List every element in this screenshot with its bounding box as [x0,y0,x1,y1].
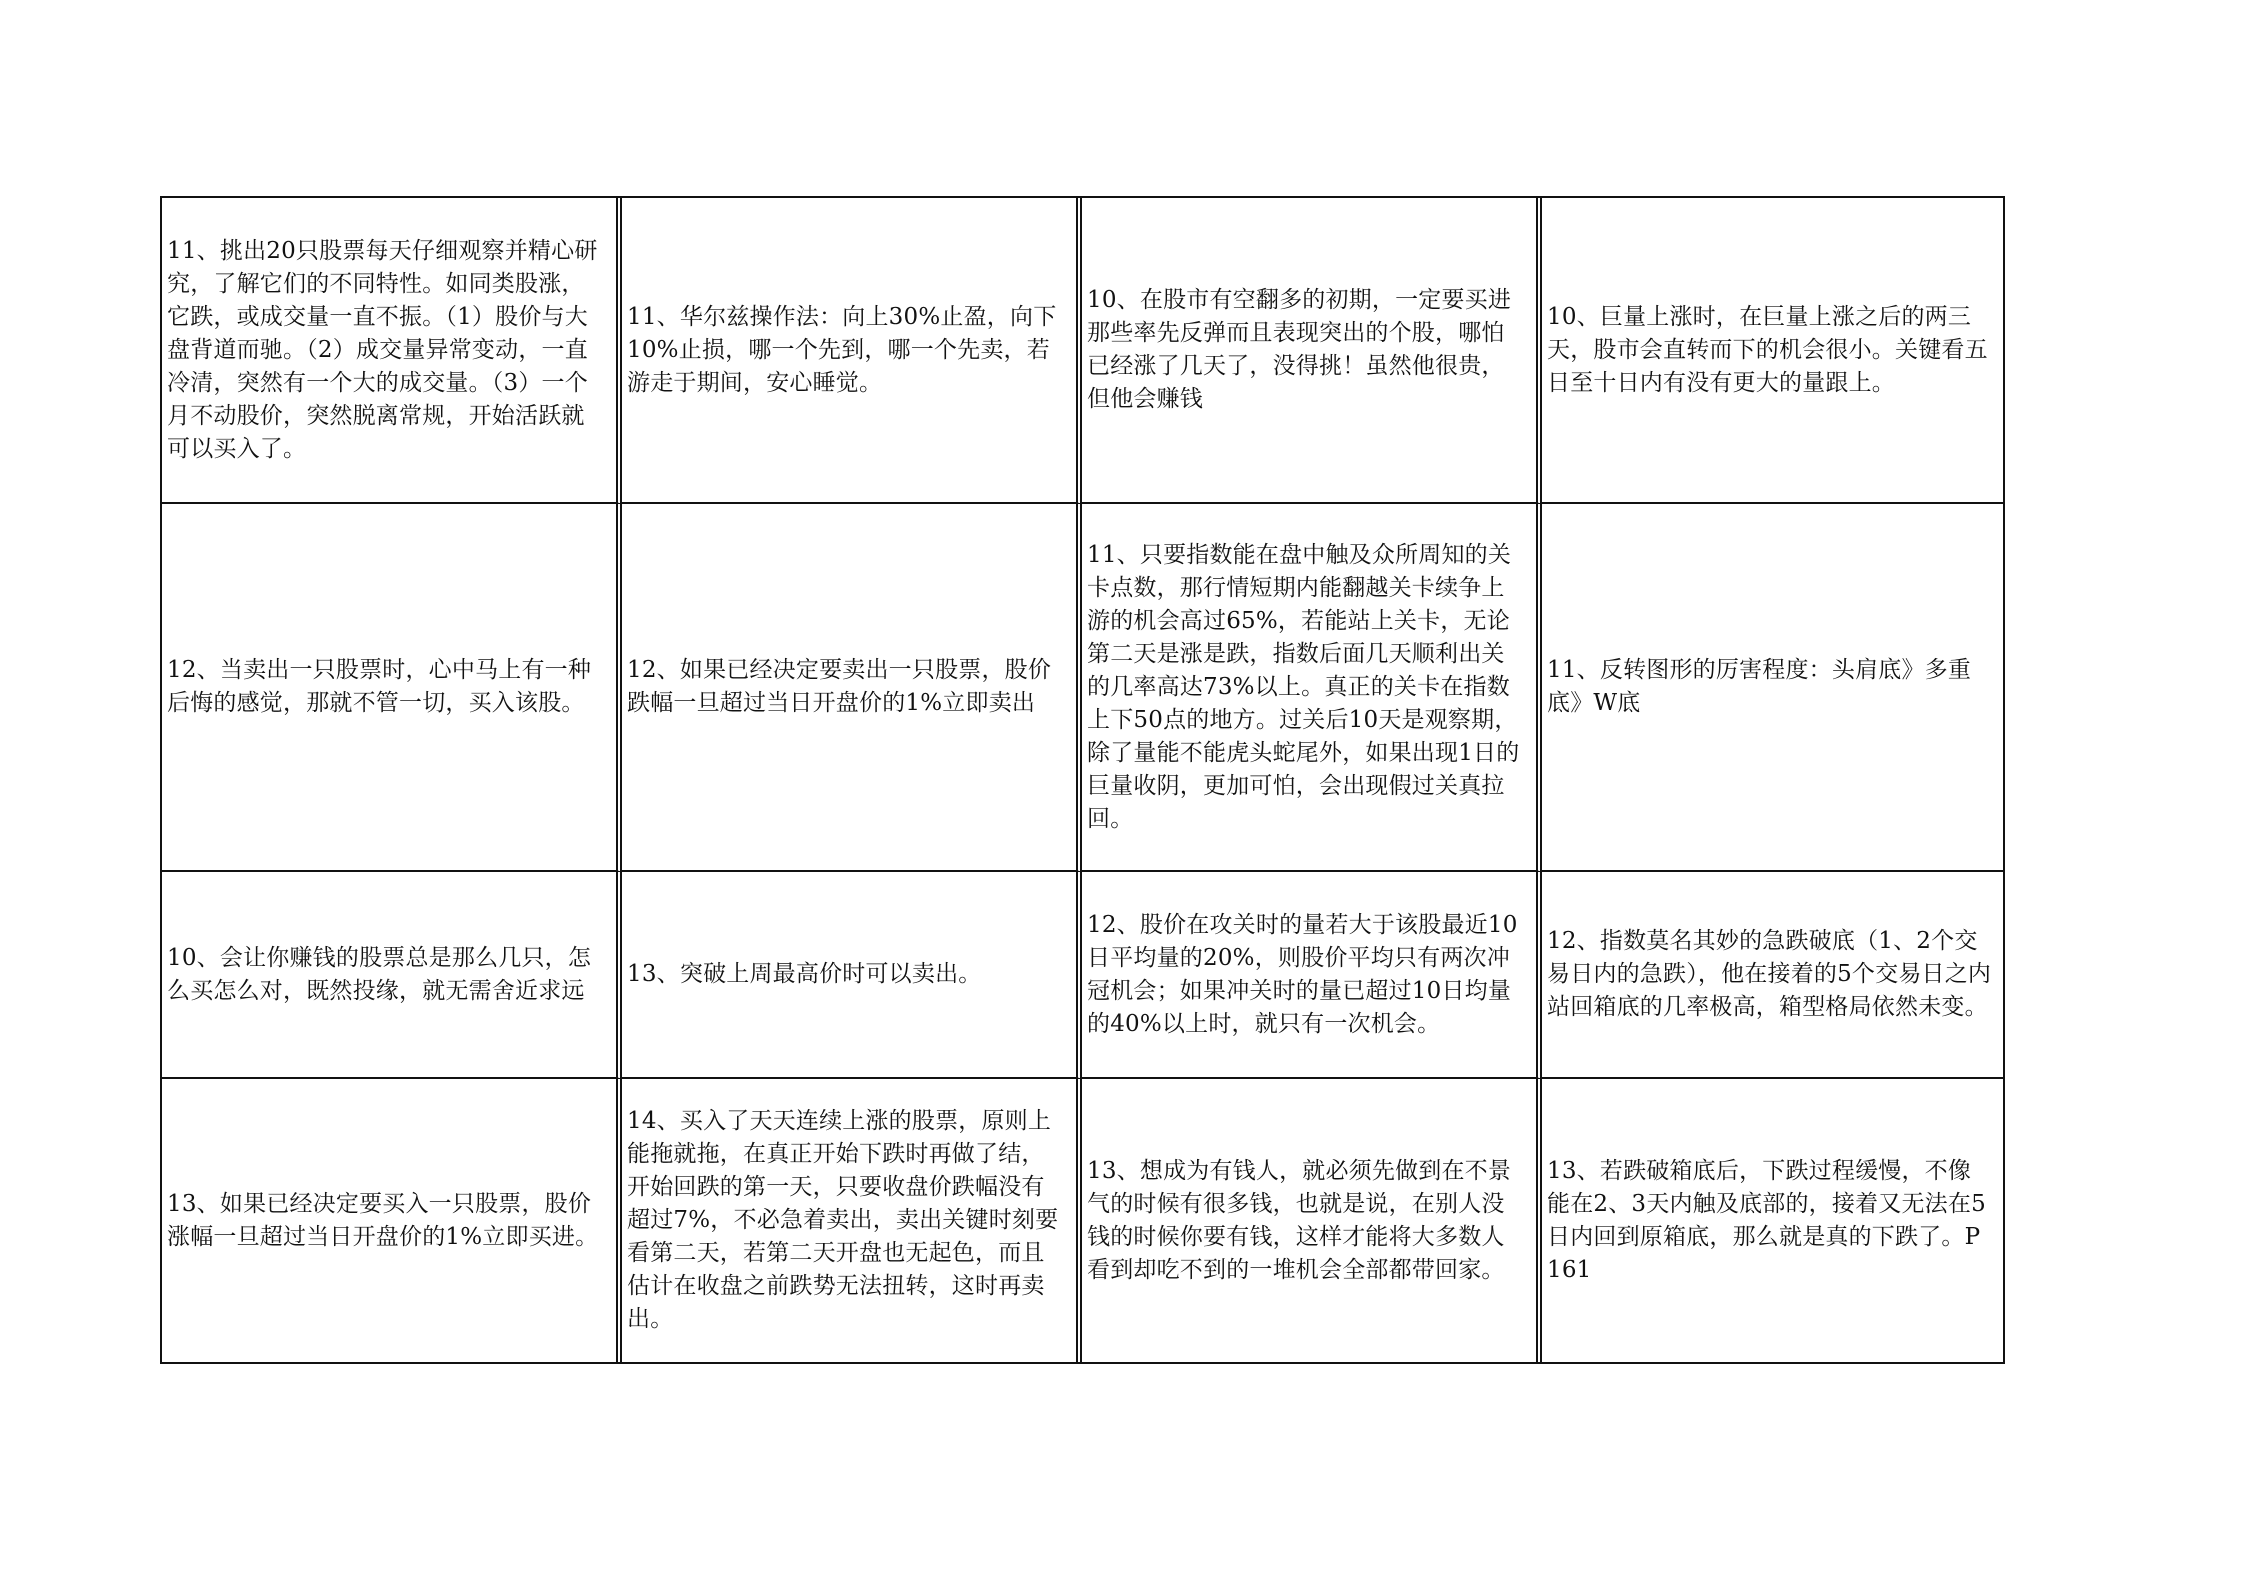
cell-text: 12、当卖出一只股票时，心中马上有一种后悔的感觉，那就不管一切，买入该股。 [167,657,592,716]
table-cell [1082,504,1542,872]
cell-text: 10、会让你赚钱的股票总是那么几只，怎么买怎么对，既然投缘，就无需舍近求远 [167,944,592,1004]
cell-text: 10、巨量上涨时，在巨量上涨之后的两三天，股市会直转而下的机会很小。关键看五日至十日内有没有更大的量跟上。 [1547,303,1988,396]
table-cell [162,1079,622,1362]
cell-text: 12、股价在攻关时的量若大于该股最近10日平均量的20%，则股价平均只有两次冲冠机会；如果冲关时的量已超过10日均量的40%以上时，就只有一次机会。 [1087,911,1518,1037]
cell-text: 13、想成为有钱人，就必须先做到在不景气的时候有很多钱，也就是说，在别人没钱的时候你要有钱，这样才能将大多数人看到却吃不到的一堆机会全部都带回家。 [1087,1157,1512,1283]
cell-text: 10、在股市有空翻多的初期，一定要买进那些率先反弹而且表现突出的个股，哪怕已经涨了几天了，没得挑！虽然他很贵，但他会赚钱 [1087,287,1512,412]
table-cell [1082,1079,1542,1362]
cell-text: 14、买入了天天连续上涨的股票，原则上能拖就拖，在真正开始下跌时再做了结，开始回跌的第一天，只要收盘价跌幅没有超过7%，不必急着卖出，卖出关键时刻要看第二天，若第二天开盘也无起色，而且估计在收盘之前跌势无法扭转，这时再卖出。 [627,1108,1059,1332]
table-cell [622,198,1082,504]
table-cell [162,872,622,1079]
table-cell [622,1079,1082,1362]
table-cell [162,198,622,504]
table-cell [1542,872,2003,1079]
table-cell [1542,1079,2003,1362]
cell-text: 12、指数莫名其妙的急跌破底（1、2个交易日内的急跌），他在接着的5个交易日之内站回箱底的几率极高，箱型格局依然未变。 [1547,928,1992,1020]
table-cell [1542,504,2003,872]
table-cell [1542,198,2003,504]
notes-table [160,196,2005,1364]
cell-text: 11、华尔兹操作法：向上30%止盈，向下10%止损，哪一个先到，哪一个先卖，若游走于期间，安心睡觉。 [627,303,1057,396]
cell-text: 11、只要指数能在盘中触及众所周知的关卡点数，那行情短期内能翻越关卡续争上游的机会高过65%，若能站上关卡，无论第二天是涨是跌，指数后面几天顺利出关的几率高达73%以上。真正的关卡在指数上下50点的地方。过关后10天是观察期，除了量能不能虎头蛇尾外，如果出现1日的巨量收阴，更加可怕，会出现假过关真拉回。 [1087,541,1520,832]
table-cell [1082,872,1542,1079]
cell-text: 13、突破上周最高价时可以卖出。 [627,961,982,987]
cell-text: 13、如果已经决定要买入一只股票，股价涨幅一旦超过当日开盘价的1%立即买进。 [167,1190,599,1250]
cell-text: 11、挑出20只股票每天仔细观察并精心研究，了解它们的不同特性。如同类股涨，它跌，或成交量一直不振。（1）股价与大盘背道而驰。（2）成交量异常变动，一直冷清，突然有一个大的成交量。（3）一个月不动股价，突然脱离常规，开始活跃就可以买入了。 [167,237,598,462]
cell-text: 11、反转图形的厉害程度：头肩底》多重底》W底 [1547,657,1972,716]
table-cell [162,504,622,872]
table-cell [1082,198,1542,504]
cell-text: 12、如果已经决定要卖出一只股票，股价跌幅一旦超过当日开盘价的1%立即卖出 [627,657,1052,716]
cell-text: 13、若跌破箱底后，下跌过程缓慢，不像能在2、3天内触及底部的，接着又无法在5日内回到原箱底，那么就是真的下跌了。P161 [1547,1157,1986,1283]
table-cell [622,504,1082,872]
table-cell [622,872,1082,1079]
